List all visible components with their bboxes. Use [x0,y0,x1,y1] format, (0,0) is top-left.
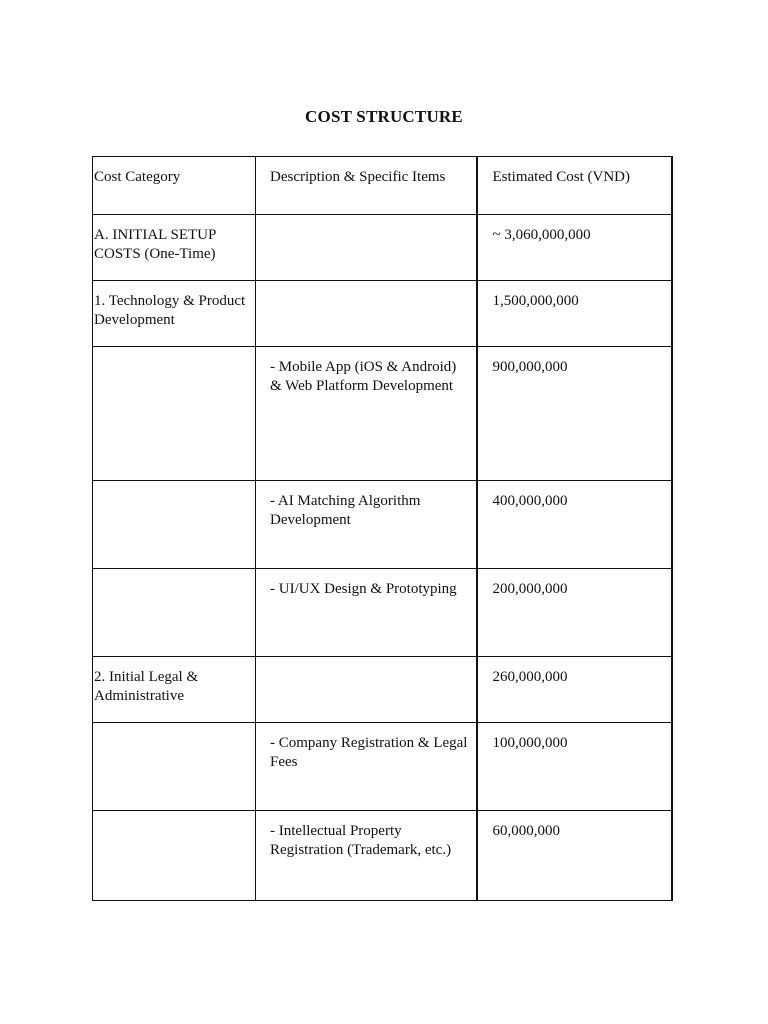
table-row [93,569,672,657]
table-row [93,723,672,811]
header-description: Description & Specific Items [256,157,477,215]
table-row [93,481,672,569]
table-row [93,657,672,723]
table-row [93,811,672,901]
estimated-cost-cell: 200,000,000 [477,569,672,657]
description-cell [256,215,477,281]
cost-category-cell: A. INITIAL SETUP COSTS (One-Time) [93,215,256,281]
description-cell: - UI/UX Design & Prototyping [256,569,477,657]
cost-category-cell [93,569,256,657]
page-title: COST STRUCTURE [305,107,463,126]
description-cell [256,281,477,347]
estimated-cost-cell: 1,500,000,000 [477,281,672,347]
cost-category-cell [93,481,256,569]
description-cell: - Company Registration & Legal Fees [256,723,477,811]
estimated-cost-cell: 900,000,000 [477,347,672,481]
description-cell: - Mobile App (iOS & Android) & Web Platform Development [256,347,477,481]
description-cell: - Intellectual Property Registration (Trademark, etc.) [256,811,477,901]
estimated-cost-cell: ~ 3,060,000,000 [477,215,672,281]
description-cell: - AI Matching Algorithm Development [256,481,477,569]
estimated-cost-cell: 100,000,000 [477,723,672,811]
estimated-cost-cell: 60,000,000 [477,811,672,901]
cost-structure-table [92,156,673,901]
cost-category-cell [93,347,256,481]
description-cell [256,657,477,723]
table-row [93,347,672,481]
table-header-row [93,157,672,215]
cost-category-cell: 2. Initial Legal & Administrative [93,657,256,723]
table-row [93,215,672,281]
header-estimated-cost: Estimated Cost (VND) [477,157,672,215]
estimated-cost-cell: 260,000,000 [477,657,672,723]
table-row [93,281,672,347]
header-cost-category: Cost Category [93,157,256,215]
cost-category-cell [93,811,256,901]
cost-category-cell [93,723,256,811]
cost-category-cell: 1. Technology & Product Development [93,281,256,347]
estimated-cost-cell: 400,000,000 [477,481,672,569]
